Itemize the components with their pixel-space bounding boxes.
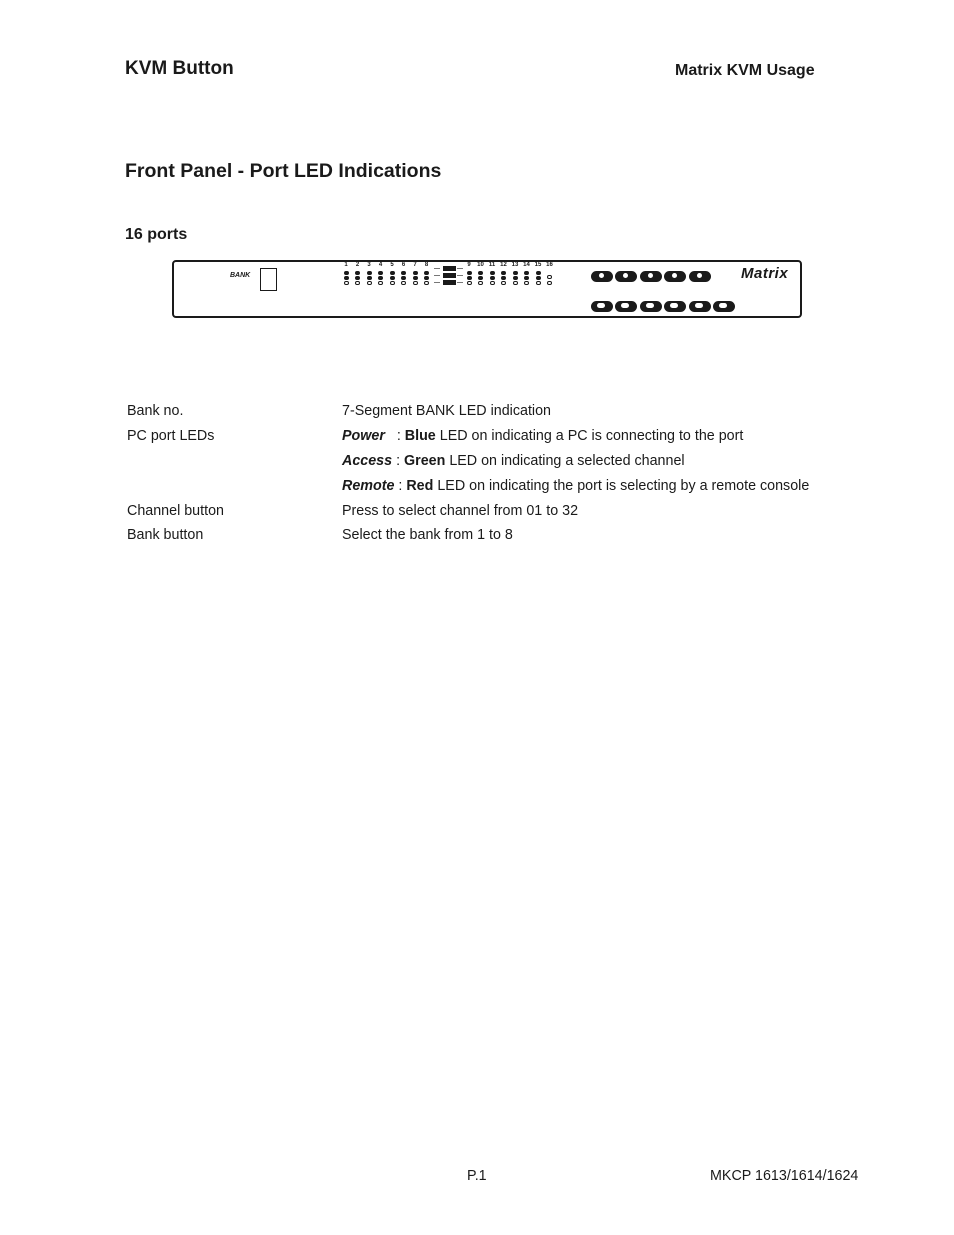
channel-button-value: Press to select channel from 01 to 32 (342, 503, 579, 519)
port-number-label: 1 (344, 262, 348, 268)
bank-button-value: Select the bank from 1 to 8 (342, 527, 513, 543)
bank-label: BANK (230, 272, 251, 279)
port-led (413, 276, 418, 280)
port-number-label: 9 (467, 262, 471, 268)
port-led (536, 281, 541, 285)
port-led (401, 271, 406, 275)
channel-button-icon (640, 301, 662, 312)
power-key: Power (342, 428, 385, 444)
port-led (390, 271, 395, 275)
port-led (490, 271, 495, 275)
port-number-label: 3 (367, 262, 371, 268)
port-number-label: 11 (488, 262, 496, 268)
channel-button-icon (689, 301, 711, 312)
port-led (424, 271, 429, 275)
port-led (513, 271, 518, 275)
led-legend-mark (434, 268, 440, 269)
port-led (478, 281, 483, 285)
port-led (478, 271, 483, 275)
access-sep: : (392, 453, 405, 469)
port-led (513, 276, 518, 280)
channel-button-icon (591, 301, 613, 312)
port-led (367, 281, 372, 285)
port-led (424, 281, 429, 285)
port-number-label: 7 (413, 262, 417, 268)
port-led (344, 271, 349, 275)
pc-port-leds-label: PC port LEDs (127, 428, 215, 444)
port-led (390, 276, 395, 280)
port-led (513, 281, 518, 285)
port-led (401, 276, 406, 280)
led-legend-block (443, 280, 456, 285)
port-led (355, 276, 360, 280)
port-number-label: 13 (511, 262, 519, 268)
channel-button-icon (664, 271, 686, 282)
port-led (547, 275, 552, 279)
port-led (478, 276, 483, 280)
led-legend-mark (457, 268, 463, 269)
remote-text: LED on indicating the port is selecting by a remote console (433, 478, 810, 494)
led-legend-block (443, 273, 456, 278)
port-led (390, 281, 395, 285)
led-legend-mark (457, 282, 463, 283)
access-key: Access (342, 453, 393, 469)
port-led (536, 276, 541, 280)
led-legend-mark (434, 282, 440, 283)
port-led (501, 276, 506, 280)
power-color: Blue (404, 428, 436, 444)
port-led (413, 271, 418, 275)
led-legend-block (443, 266, 456, 271)
model-number: MKCP 1613/1614/1624 (710, 1168, 859, 1184)
port-number-label: 14 (523, 262, 530, 268)
port-led (401, 281, 406, 285)
port-number-label: 10 (477, 262, 484, 268)
port-led (378, 281, 383, 285)
port-number-label: 12 (500, 262, 507, 268)
section-subtitle: 16 ports (125, 226, 188, 243)
port-led (378, 271, 383, 275)
bank-button-label: Bank button (127, 527, 204, 543)
port-led (536, 271, 541, 275)
bank-no-label: Bank no. (127, 403, 184, 419)
port-led (524, 276, 529, 280)
remote-color: Red (406, 478, 434, 494)
channel-button-icon (640, 271, 662, 282)
channel-button-icon (713, 301, 735, 312)
channel-button-icon (591, 271, 613, 282)
remote-led-description (342, 478, 809, 494)
port-number-label: 4 (378, 262, 383, 268)
port-number-label: 5 (390, 262, 394, 268)
port-led (547, 281, 552, 285)
port-led (424, 276, 429, 280)
page-header-title: KVM Button (125, 58, 234, 79)
access-led-description (342, 453, 685, 469)
port-number-label: 2 (355, 262, 360, 268)
port-number-label: 16 (546, 262, 553, 268)
port-led (413, 281, 418, 285)
power-text: LED on indicating a PC is connecting to the port (435, 428, 744, 444)
port-led (344, 276, 349, 280)
port-led (367, 276, 372, 280)
port-led (490, 276, 495, 280)
channel-button-icon (689, 271, 711, 282)
channel-button-label: Channel button (127, 503, 224, 519)
port-led (355, 271, 360, 275)
port-number-label: 6 (401, 262, 406, 268)
port-led (524, 281, 529, 285)
channel-button-icon (664, 301, 686, 312)
port-led (501, 271, 506, 275)
power-led-description (342, 428, 743, 444)
led-legend-mark (457, 275, 463, 276)
port-led (490, 281, 495, 285)
remote-key: Remote (342, 478, 395, 494)
port-led (367, 271, 372, 275)
power-sep: : (384, 428, 405, 444)
channel-button-icon (615, 271, 637, 282)
port-led (467, 271, 472, 275)
port-led (467, 281, 472, 285)
channel-button-icon (615, 301, 637, 312)
port-led (344, 281, 349, 285)
page-number: P.1 (467, 1168, 487, 1184)
access-text: LED on indicating a selected channel (445, 453, 685, 469)
page-header-subtitle: Matrix KVM Usage (675, 62, 815, 79)
port-led (378, 276, 383, 280)
port-led (467, 276, 472, 280)
bank-7segment-display (260, 268, 277, 291)
remote-sep: : (394, 478, 407, 494)
port-number-label: 8 (424, 262, 429, 268)
port-led (501, 281, 506, 285)
access-color: Green (404, 453, 446, 469)
bank-no-value: 7-Segment BANK LED indication (342, 403, 552, 419)
section-title: Front Panel - Port LED Indications (125, 160, 442, 182)
led-legend-mark (434, 275, 440, 276)
brand-logo: Matrix (741, 265, 789, 282)
port-led (524, 271, 529, 275)
port-led (355, 281, 360, 285)
port-number-label: 15 (534, 262, 542, 268)
